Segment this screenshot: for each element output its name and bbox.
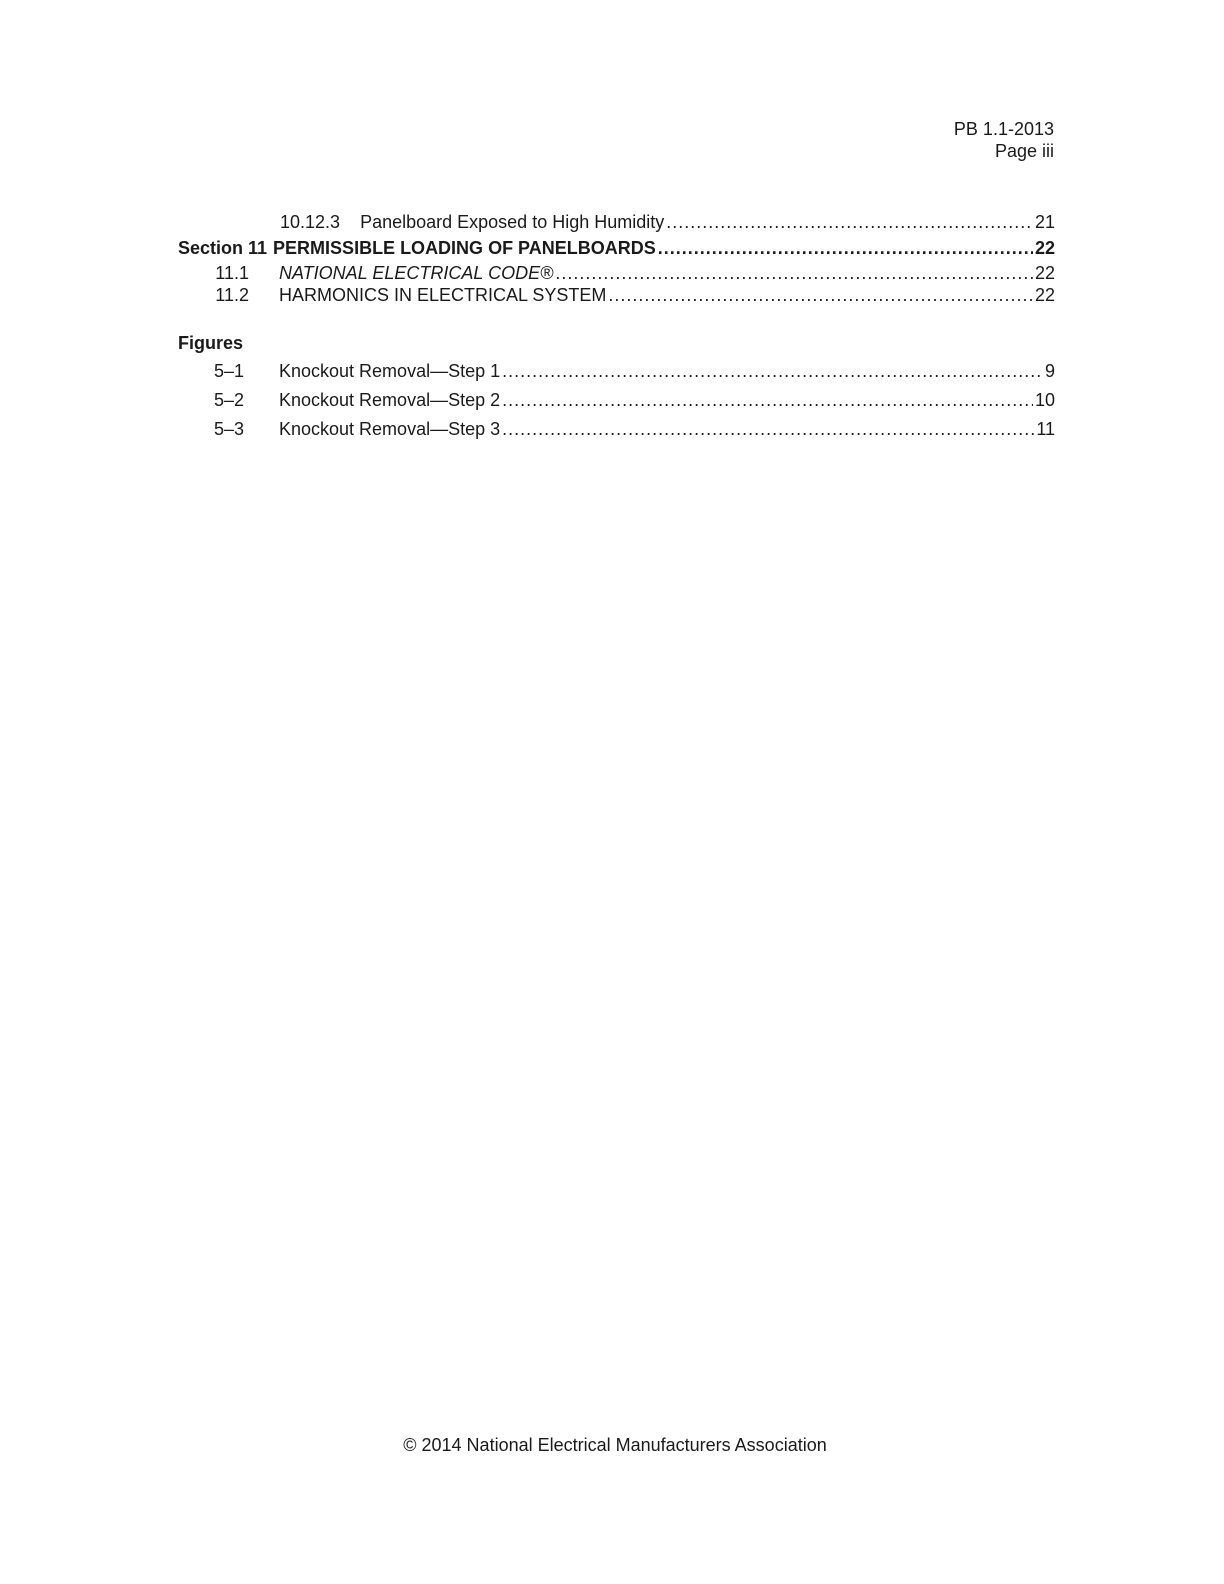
dot-leader [608, 283, 1033, 307]
dot-leader [502, 359, 1043, 383]
toc-entry-number: 11.2 [215, 285, 249, 305]
dot-leader [658, 236, 1033, 260]
toc-entry-number: 11.1 [215, 263, 249, 283]
dot-leader [502, 417, 1034, 441]
toc-entry-number: Section 11 [178, 238, 268, 258]
toc-entry-page: 22 [1034, 238, 1055, 258]
figure-number: 5–2 [213, 390, 244, 410]
toc-entry-page: 22 [1034, 263, 1055, 283]
figure-number: 5–3 [213, 419, 244, 439]
figure-entry[interactable] [178, 359, 1055, 383]
toc-section-entry[interactable] [178, 236, 1055, 260]
toc-entry-page: 22 [1034, 285, 1055, 305]
dot-leader [666, 210, 1033, 234]
figure-page: 9 [1044, 361, 1055, 381]
toc-entry-page: 21 [1034, 212, 1055, 232]
toc-entry-title: Panelboard Exposed to High Humidity [360, 212, 665, 232]
toc-entry-title: PERMISSIBLE LOADING OF PANELBOARDS [273, 238, 656, 258]
page-header [954, 118, 1054, 162]
toc-entry-title: HARMONICS IN ELECTRICAL SYSTEM [279, 285, 607, 305]
figure-entry[interactable] [178, 388, 1055, 412]
toc-entry-number: 10.12.3 [280, 212, 341, 232]
figure-page: 10 [1034, 390, 1055, 410]
figure-entry[interactable] [178, 417, 1055, 441]
figure-title: Knockout Removal—Step 2 [279, 390, 501, 410]
figure-page: 11 [1036, 419, 1055, 439]
figure-title: Knockout Removal—Step 1 [279, 361, 501, 381]
document-id: PB 1.1-2013 [953, 119, 1054, 139]
toc-entry-title: NATIONAL ELECTRICAL CODE® [279, 263, 554, 283]
figure-number: 5–1 [213, 361, 244, 381]
figure-title: Knockout Removal—Step 3 [279, 419, 501, 439]
dot-leader [555, 261, 1033, 285]
figures-heading: Figures [178, 333, 244, 353]
copyright-footer: © 2014 National Electrical Manufacturers Association [403, 1435, 827, 1455]
page-number: Page iii [994, 141, 1054, 161]
toc-entry[interactable] [178, 261, 1055, 285]
toc-entry[interactable] [178, 210, 1055, 234]
dot-leader [502, 388, 1033, 412]
toc-entry[interactable] [178, 283, 1055, 307]
